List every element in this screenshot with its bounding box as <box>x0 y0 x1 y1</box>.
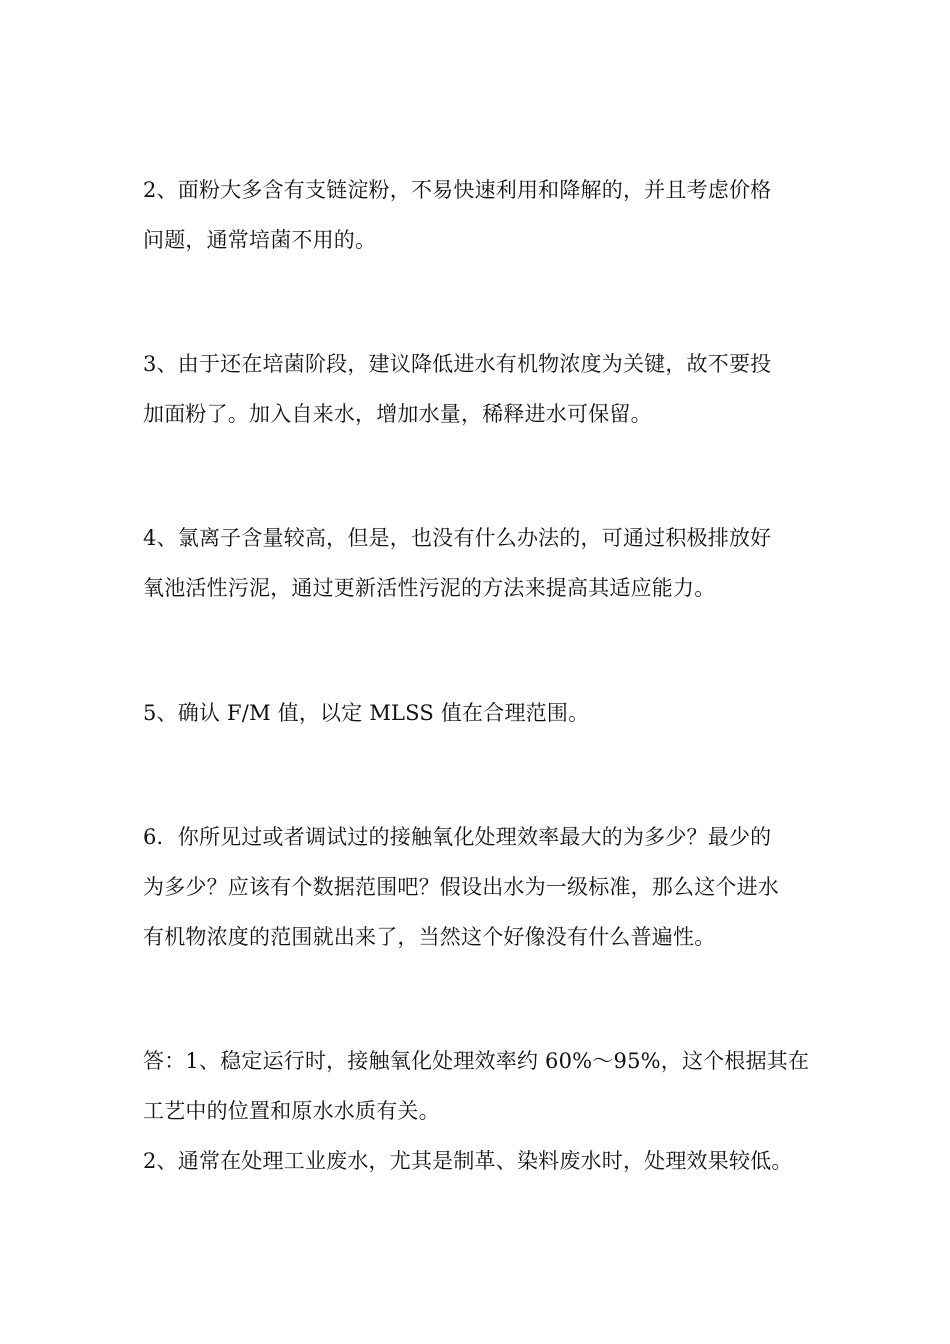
answer-line-1: 答：1、稳定运行时，接触氧化处理效率约 60%～95%，这个根据其在 <box>143 1049 810 1073</box>
paragraph-2-line-1: 2、面粉大多含有支链淀粉，不易快速利用和降解的，并且考虑价格 <box>143 178 772 202</box>
question-6-line-1: 6．你所见过或者调试过的接触氧化处理效率最大的为多少？最少的 <box>143 825 772 849</box>
question-6-line-3: 有机物浓度的范围就出来了，当然这个好像没有什么普遍性。 <box>143 925 716 949</box>
paragraph-5-line-1: 5、确认 F/M 值，以定 MLSS 值在合理范围。 <box>143 701 590 725</box>
paragraph-2-line-2: 问题，通常培菌不用的。 <box>143 228 377 252</box>
answer-line-2: 工艺中的位置和原水水质有关。 <box>143 1099 440 1123</box>
paragraph-4-line-2: 氧池活性污泥，通过更新活性污泥的方法来提高其适应能力。 <box>143 576 716 600</box>
paragraph-4-line-1: 4、氯离子含量较高，但是，也没有什么办法的，可通过积极排放好 <box>143 526 772 550</box>
answer-line-3: 2、通常在处理工业废水，尤其是制革、染料废水时，处理效果较低。 <box>143 1149 793 1173</box>
question-6-line-2: 为多少？应该有个数据范围吧？假设出水为一级标准，那么这个进水 <box>143 875 779 899</box>
paragraph-3-line-2: 加面粉了。加入自来水，增加水量，稀释进水可保留。 <box>143 402 652 426</box>
paragraph-3-line-1: 3、由于还在培菌阶段，建议降低进水有机物浓度为关键，故不要投 <box>143 352 772 376</box>
